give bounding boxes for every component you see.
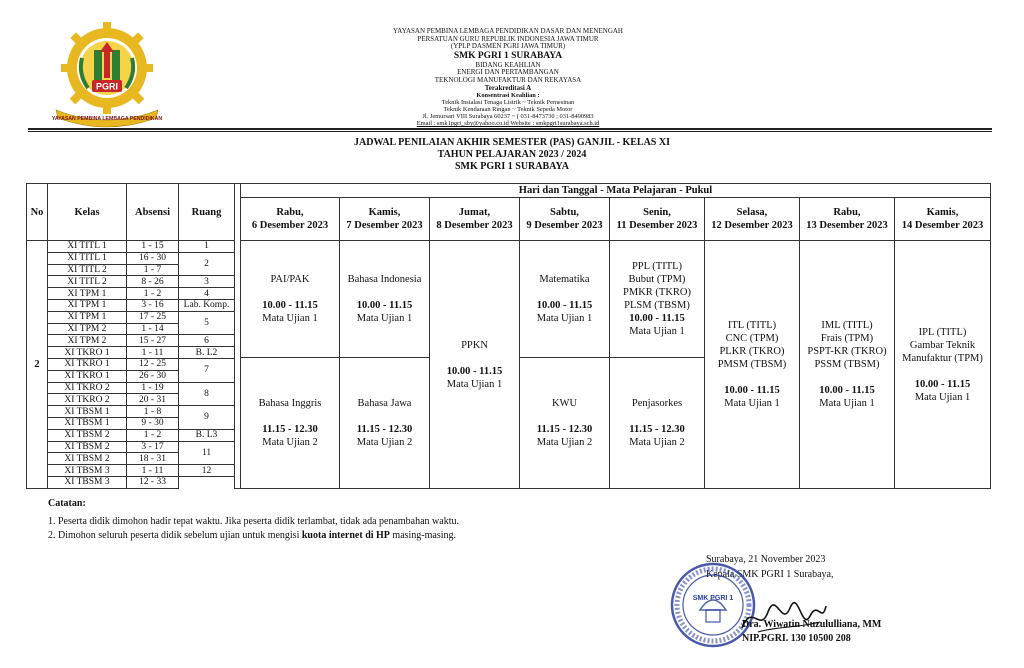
table-row-kelas: XI TPM 1: [47, 311, 127, 324]
room-cell: 4: [178, 287, 235, 300]
room-cell: 8: [178, 382, 235, 407]
table-row-kelas: XI TKRO 1: [47, 358, 127, 371]
session-cell: PAI/PAK 10.00 - 11.15 Mata Ujian 1: [240, 240, 340, 358]
stamp-text: SMK PGRI 1: [692, 595, 734, 602]
room-cell: B. L2: [178, 346, 235, 359]
day-header: Rabu, 13 Desember 2023: [799, 197, 895, 241]
session-cell: Bahasa Indonesia 10.00 - 11.15 Mata Ujian 1: [339, 240, 430, 358]
table-row-absensi: 1 - 15: [126, 240, 179, 253]
header-ruang: Ruang: [178, 183, 235, 241]
pgri-logo: [48, 18, 166, 128]
table-row-absensi: 1 - 14: [126, 323, 179, 336]
table-row-kelas: XI TBSM 2: [47, 441, 127, 454]
session-cell: Bahasa Inggris 11.15 - 12.30 Mata Ujian 2: [240, 357, 340, 489]
room-cell: B. L3: [178, 429, 235, 442]
session-cell: PPKN 10.00 - 11.15 Mata Ujian 1: [429, 240, 520, 489]
notes-heading: Catatan:: [48, 498, 86, 509]
place-date: Surabaya, 21 November 2023: [706, 554, 826, 565]
session-cell: Bahasa Jawa 11.15 - 12.30 Mata Ujian 2: [339, 357, 430, 489]
letterhead: [300, 28, 716, 127]
session-cell: IPL (TITL) Gambar Teknik Manufaktur (TPM) 10.00 - 11.15 Mata Ujian 1: [894, 240, 991, 489]
letterhead-rule-thin: [28, 131, 992, 132]
table-row-absensi: 18 - 31: [126, 452, 179, 465]
room-cell: 7: [178, 358, 235, 383]
note-item-1: 1. Peserta didik dimohon hadir tepat waktu. Jika peserta didik terlambat, tidak ada penambahan waktu.: [48, 516, 459, 527]
table-row-absensi: 1 - 7: [126, 264, 179, 277]
table-row-absensi: 12 - 25: [126, 358, 179, 371]
signer-role: Kepala SMK PGRI 1 Surabaya,: [706, 569, 834, 580]
day-header: Selasa, 12 Desember 2023: [704, 197, 800, 241]
notes-section: [48, 497, 748, 543]
table-row-absensi: 1 - 2: [126, 429, 179, 442]
letterhead-rule-thick: [28, 128, 992, 130]
session-cell: Penjasorkes 11.15 - 12.30 Mata Ujian 2: [609, 357, 705, 489]
session-cell: PPL (TITL) Bubut (TPM) PMKR (TKRO) PLSM (TBSM) 10.00 - 11.15 Mata Ujian 1: [609, 240, 705, 358]
table-row-kelas: XI TKRO 2: [47, 393, 127, 406]
table-row-absensi: 3 - 16: [126, 299, 179, 312]
day-header: Senin, 11 Desember 2023: [609, 197, 705, 241]
signer-name: Dra. Wiwatin Nuzululliana, MM: [742, 619, 882, 630]
foundation-line-3: (YPLP DASMEN PGRI JAWA TIMUR): [450, 42, 566, 51]
document-title: [0, 137, 1024, 173]
table-row-kelas: XI TBSM 3: [47, 476, 127, 489]
table-row-absensi: 20 - 31: [126, 393, 179, 406]
table-row-absensi: 3 - 17: [126, 441, 179, 454]
room-cell: 2: [178, 252, 235, 277]
school-name: SMK PGRI 1 SURABAYA: [453, 50, 563, 61]
signer: [742, 618, 881, 646]
table-row-absensi: 26 - 30: [126, 370, 179, 383]
accreditation: Terakreditasi A: [484, 83, 532, 92]
header-no: No: [26, 183, 48, 241]
schedule-table: [26, 183, 991, 489]
session-cell: KWU 11.15 - 12.30 Mata Ujian 2: [519, 357, 610, 489]
table-row-absensi: 1 - 11: [126, 464, 179, 477]
table-row-kelas: XI TBSM 2: [47, 429, 127, 442]
room-cell: 3: [178, 275, 235, 288]
room-cell: Lab. Komp.: [178, 299, 235, 312]
table-row-kelas: XI TBSM 1: [47, 405, 127, 418]
bidang-teknologi: TEKNOLOGI MANUFAKTUR DAN REKAYASA: [434, 75, 582, 84]
table-row-absensi: 1 - 2: [126, 287, 179, 300]
day-header: Kamis, 7 Desember 2023: [339, 197, 430, 241]
table-row-absensi: 9 - 30: [126, 417, 179, 430]
table-row-kelas: XI TITL 1: [47, 240, 127, 253]
address: Jl. Jemursari VIII Surabaya 60237 ~ ( 031-8473730 ; 031-8490983: [422, 113, 594, 121]
table-row-absensi: 16 - 30: [126, 252, 179, 265]
table-row-absensi: 1 - 8: [126, 405, 179, 418]
title-line-1: JADWAL PENILAIAN AKHIR SEMESTER (PAS) GANJIL - KELAS XI: [354, 137, 670, 148]
session-cell: IML (TITL) Frais (TPM) PSPT-KR (TKRO) PSSM (TBSM) 10.00 - 11.15 Mata Ujian 1: [799, 240, 895, 489]
table-row-absensi: 8 - 26: [126, 275, 179, 288]
table-row-kelas: XI TPM 1: [47, 287, 127, 300]
room-cell: 6: [178, 334, 235, 347]
logo-text: PGRI: [95, 81, 119, 92]
table-row-kelas: XI TBSM 2: [47, 452, 127, 465]
table-row-kelas: XI TPM 1: [47, 299, 127, 312]
row-number: 2: [26, 240, 48, 489]
day-header: Jumat, 8 Desember 2023: [429, 197, 520, 241]
table-row-kelas: XI TBSM 1: [47, 417, 127, 430]
bidang-energi: ENERGI DAN PERTAMBANGAN: [457, 68, 559, 77]
room-cell: 12: [178, 464, 235, 477]
contact: Email : smk1pgri_sby@yahoo.co.id Website : smkpgri1surabaya.sch.id: [416, 120, 600, 128]
logo-ribbon-text: YAYASAN PEMBINA LEMBAGA PENDIDIKAN: [51, 116, 163, 122]
table-row-kelas: XI TKRO 1: [47, 370, 127, 383]
konsentrasi-heading: Konsentrasi Keahlian :: [476, 92, 540, 100]
gear-emblem-icon: [61, 22, 153, 114]
day-header: Rabu, 6 Desember 2023: [240, 197, 340, 241]
session-cell: ITL (TITL) CNC (TPM) PLKR (TKRO) PMSM (TBSM) 10.00 - 11.15 Mata Ujian 1: [704, 240, 800, 489]
table-row-kelas: XI TPM 2: [47, 334, 127, 347]
foundation-line-2: PERSATUAN GURU REPUBLIK INDONESIA JAWA TIMUR: [417, 34, 599, 43]
room-cell: 5: [178, 311, 235, 336]
room-cell: 11: [178, 441, 235, 466]
header-group: Hari dan Tanggal - Mata Pelajaran - Pukul: [240, 183, 991, 198]
title-line-2: TAHUN PELAJARAN 2023 / 2024: [437, 149, 587, 160]
table-row-kelas: XI TITL 1: [47, 252, 127, 265]
header-kelas: Kelas: [47, 183, 127, 241]
konsentrasi-line-2: Teknik Kendaraan Ringan ~ Teknik Sepeda Motor: [443, 106, 573, 114]
table-row-absensi: 1 - 19: [126, 382, 179, 395]
bidang-keahlian: BIDANG KEAHLIAN: [475, 60, 541, 69]
table-row-kelas: XI TPM 2: [47, 323, 127, 336]
note-item-2: 2. Dimohon seluruh peserta didik sebelum ujian untuk mengisi kuota internet di HP masing-masing.: [48, 530, 457, 541]
table-row-absensi: 12 - 33: [126, 476, 179, 489]
day-header: Sabtu, 9 Desember 2023: [519, 197, 610, 241]
table-row-kelas: XI TBSM 3: [47, 464, 127, 477]
table-row-kelas: XI TITL 2: [47, 264, 127, 277]
table-row-kelas: XI TKRO 2: [47, 382, 127, 395]
table-row-kelas: XI TKRO 1: [47, 346, 127, 359]
table-row-absensi: 17 - 25: [126, 311, 179, 324]
day-header: Kamis, 14 Desember 2023: [894, 197, 991, 241]
konsentrasi-line-1: Teknik Instalasi Tenaga Listrik ~ Teknik Pemesinan: [441, 99, 575, 107]
foundation-line-1: YAYASAN PEMBINA LEMBAGA PENDIDIKAN DASAR DAN MENENGAH: [393, 27, 623, 35]
table-row-kelas: XI TITL 2: [47, 275, 127, 288]
room-cell: 9: [178, 405, 235, 430]
table-row-absensi: 1 - 11: [126, 346, 179, 359]
room-cell: 1: [178, 240, 235, 253]
header-absensi: Absensi: [126, 183, 179, 241]
title-line-3: SMK PGRI 1 SURABAYA: [454, 161, 569, 172]
signer-nip: NIP.PGRI. 130 10500 208: [742, 633, 851, 644]
table-row-absensi: 15 - 27: [126, 334, 179, 347]
session-cell: Matematika 10.00 - 11.15 Mata Ujian 1: [519, 240, 610, 358]
